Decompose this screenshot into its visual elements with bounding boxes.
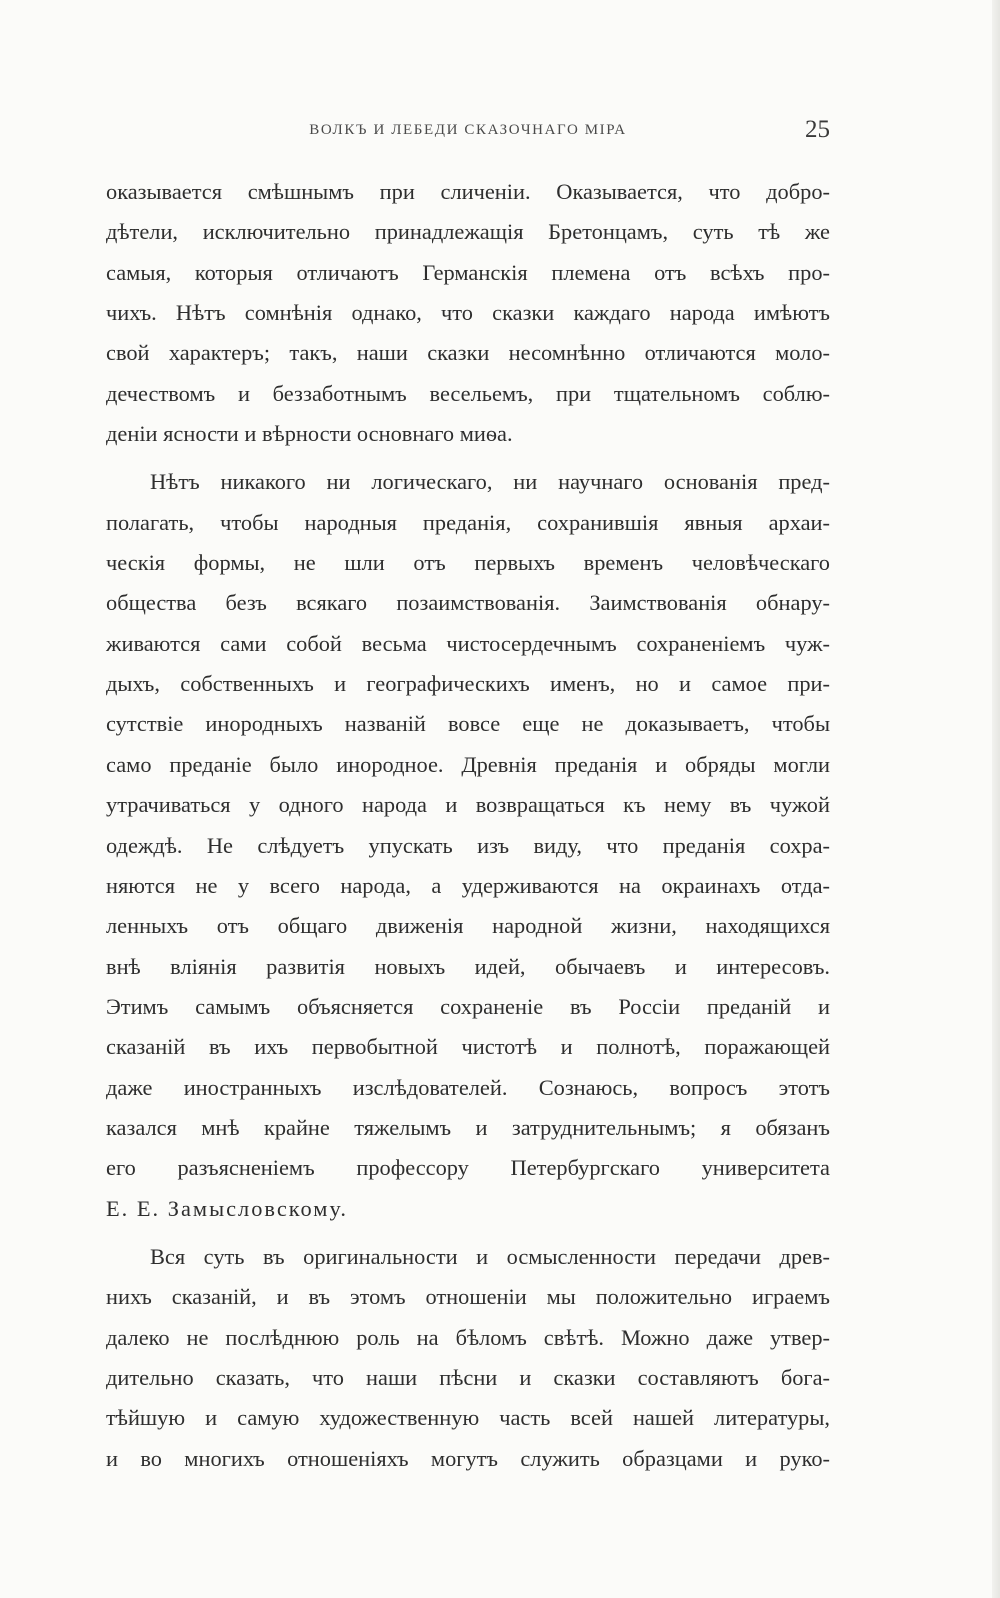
paragraph-gap — [106, 1229, 830, 1237]
text-line: свой характеръ; такъ, наши сказки несомнѣнно отличаются моло- — [106, 340, 830, 366]
text-line: само преданіе было инородное. Древнія преданія и обряды могли — [106, 751, 830, 777]
text-line: сутствіе инородныхъ названій вовсе еще не доказываетъ, чтобы — [106, 711, 830, 737]
text-line: оказывается смѣшнымъ при сличеніи. Оказывается, что добро- — [106, 179, 830, 204]
text-line: полагать, чтобы народныя преданія, сохранившія явныя архаи- — [106, 509, 830, 535]
text-line: няются не у всего народа, а удерживаются на окраинахъ отда- — [106, 872, 830, 898]
text-line: далеко не послѣднюю роль на бѣломъ свѣтѣ. Можно даже утвер- — [106, 1324, 830, 1350]
page-number: 25 — [805, 116, 830, 143]
text-line: деніи ясности и вѣрности основнаго миѳа. — [106, 421, 513, 447]
paragraph-gap — [106, 454, 830, 462]
text-line: дыхъ, собственныхъ и географическихъ именъ, но и самое при- — [106, 671, 830, 697]
text-line: Вся суть въ оригинальности и осмысленности передачи древ- — [150, 1243, 830, 1269]
page-edge-shadow — [992, 0, 1000, 1598]
text-line: самыя, которыя отличаютъ Германскія племена отъ всѣхъ про- — [106, 259, 830, 285]
text-line: одеждѣ. Не слѣдуетъ упускать изъ виду, что преданія сохра- — [106, 832, 830, 858]
text-line: чихъ. Нѣтъ сомнѣнія однако, что сказки каждаго народа имѣютъ — [106, 300, 830, 326]
page-header — [106, 116, 830, 148]
text-line: дѣтели, исключительно принадлежащія Бретонцамъ, суть тѣ же — [106, 219, 830, 245]
paragraph-2 — [106, 462, 830, 1229]
text-line: внѣ вліянія развитія новыхъ идей, обычаевъ и интересовъ. — [106, 953, 830, 979]
body-text — [106, 172, 830, 1479]
text-line: казался мнѣ крайне тяжелымъ и затруднительнымъ; я обязанъ — [106, 1114, 830, 1140]
text-line: дительно сказать, что наши пѣсни и сказки составляютъ бога- — [106, 1364, 830, 1390]
text-line: его разъясненіемъ профессору Петербургскаго университета — [106, 1155, 830, 1181]
text-line: сказаній въ ихъ первобытной чистотѣ и полнотѣ, поражающей — [106, 1034, 830, 1060]
text-line: дечествомъ и беззаботнымъ весельемъ, при тщательномъ соблю- — [106, 380, 830, 406]
paragraph-3 — [106, 1237, 830, 1479]
text-line: нихъ сказаній, и въ этомъ отношеніи мы положительно играемъ — [106, 1284, 830, 1310]
text-line: ленныхъ отъ общаго движенія народной жизни, находящихся — [106, 913, 830, 939]
text-line: общества безъ всякаго позаимствованія. Заимствованія обнару- — [106, 590, 830, 616]
text-line: ческія формы, не шли отъ первыхъ временъ человѣческаго — [106, 550, 830, 576]
text-line: Нѣтъ никакого ни логическаго, ни научнаго основанія пред- — [150, 469, 830, 495]
text-line: даже иностранныхъ изслѣдователей. Сознаюсь, вопросъ этотъ — [106, 1074, 830, 1100]
text-line: живаются сами собой весьма чистосердечнымъ сохраненіемъ чуж- — [106, 630, 830, 656]
paragraph-1 — [106, 172, 830, 454]
text-line: Этимъ самымъ объясняется сохраненіе въ Россіи преданій и — [106, 993, 830, 1019]
running-title: ВОЛКЪ И ЛЕБЕДИ СКАЗОЧНАГО МІРА — [309, 122, 627, 138]
text-line: Е. Е. Замысловскому. — [106, 1195, 349, 1221]
text-line: и во многихъ отношеніяхъ могутъ служить образцами и руко- — [106, 1445, 830, 1471]
text-line: утрачиваться у одного народа и возвращаться къ нему въ чужой — [106, 792, 830, 818]
text-line: тѣйшую и самую художественную часть всей нашей литературы, — [106, 1405, 830, 1431]
